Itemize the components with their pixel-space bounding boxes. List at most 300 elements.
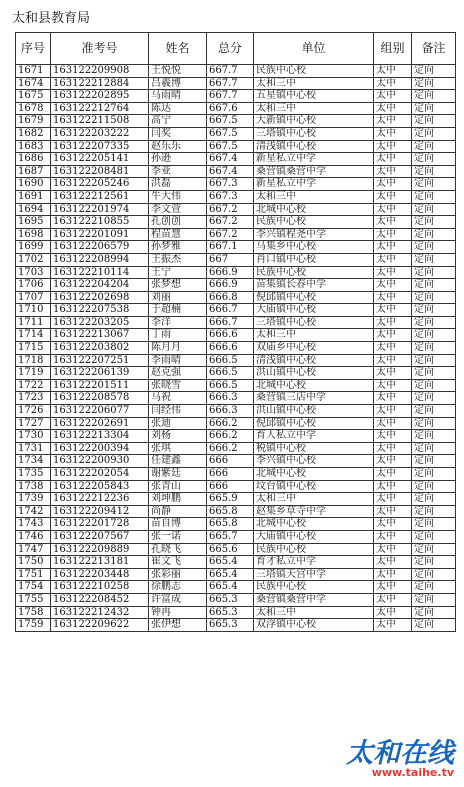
cell-exam-id: 163122201511 [51, 379, 149, 392]
cell-name: 谢紫廷 [149, 468, 207, 481]
cell-group: 太中 [374, 153, 412, 166]
cell-seq: 1675 [16, 90, 51, 103]
cell-unit: 肖口镇中心校 [254, 253, 374, 266]
cell-unit: 桑营镇桑营中学 [254, 593, 374, 606]
cell-exam-id: 163122212236 [51, 493, 149, 506]
cell-exam-id: 163122206579 [51, 241, 149, 254]
cell-exam-id: 163122207567 [51, 530, 149, 543]
cell-seq: 1742 [16, 505, 51, 518]
cell-unit: 新星私立中学 [254, 178, 374, 191]
cell-seq: 1755 [16, 593, 51, 606]
table-row [16, 291, 456, 304]
cell-group: 太中 [374, 518, 412, 531]
cell-note: 定向 [412, 619, 456, 632]
cell-note: 定向 [412, 455, 456, 468]
header-unit: 单位 [254, 33, 374, 65]
table-row [16, 329, 456, 342]
cell-name: 孙逊 [149, 153, 207, 166]
cell-exam-id: 163122200930 [51, 455, 149, 468]
table-row [16, 568, 456, 581]
header-exam-id: 准考号 [51, 33, 149, 65]
table-row [16, 354, 456, 367]
cell-unit: 三塔镇天宫中学 [254, 568, 374, 581]
cell-name: 张青山 [149, 480, 207, 493]
cell-note: 定向 [412, 556, 456, 569]
cell-exam-id: 163122203448 [51, 568, 149, 581]
cell-group: 太中 [374, 505, 412, 518]
table-row [16, 379, 456, 392]
watermark-logo [346, 740, 454, 779]
cell-note: 定向 [412, 253, 456, 266]
cell-name: 马祝 [149, 392, 207, 405]
cell-score: 667.4 [207, 165, 254, 178]
table-header [16, 33, 456, 65]
cell-unit: 育才私立中学 [254, 556, 374, 569]
cell-name: 张伊想 [149, 619, 207, 632]
cell-group: 太中 [374, 581, 412, 594]
cell-group: 太中 [374, 379, 412, 392]
cell-note: 定向 [412, 342, 456, 355]
cell-note: 定向 [412, 216, 456, 229]
cell-name: 于超楠 [149, 304, 207, 317]
cell-group: 太中 [374, 568, 412, 581]
table-row [16, 455, 456, 468]
cell-exam-id: 163122202691 [51, 417, 149, 430]
cell-unit: 三塔镇中心校 [254, 127, 374, 140]
cell-name: 赵克强 [149, 367, 207, 380]
cell-score: 667.2 [207, 228, 254, 241]
cell-name: 陈月月 [149, 342, 207, 355]
cell-unit: 李兴镇程尧中学 [254, 228, 374, 241]
cell-name: 孔晓飞 [149, 543, 207, 556]
cell-seq: 1719 [16, 367, 51, 380]
table-row [16, 619, 456, 632]
header-group: 组别 [374, 33, 412, 65]
cell-seq: 1723 [16, 392, 51, 405]
cell-seq: 1722 [16, 379, 51, 392]
cell-note: 定向 [412, 543, 456, 556]
cell-exam-id: 163122203802 [51, 342, 149, 355]
cell-note: 定向 [412, 505, 456, 518]
cell-exam-id: 163122208578 [51, 392, 149, 405]
table-row [16, 405, 456, 418]
cell-score: 666.7 [207, 316, 254, 329]
cell-note: 定向 [412, 480, 456, 493]
cell-name: 李文萱 [149, 203, 207, 216]
cell-name: 王宁 [149, 266, 207, 279]
cell-unit: 倪邱镇中心校 [254, 291, 374, 304]
cell-seq: 1751 [16, 568, 51, 581]
header-score: 总分 [207, 33, 254, 65]
cell-unit: 李兴镇中心校 [254, 455, 374, 468]
cell-exam-id: 163122209622 [51, 619, 149, 632]
cell-unit: 北城中心校 [254, 203, 374, 216]
cell-unit: 民族中心校 [254, 266, 374, 279]
cell-unit: 大新镇中心校 [254, 115, 374, 128]
cell-name: 张晓雪 [149, 379, 207, 392]
table-row [16, 342, 456, 355]
cell-group: 太中 [374, 65, 412, 78]
cell-unit: 太和三中 [254, 190, 374, 203]
cell-group: 太中 [374, 543, 412, 556]
cell-score: 665.7 [207, 530, 254, 543]
cell-seq: 1687 [16, 165, 51, 178]
cell-unit: 民族中心校 [254, 581, 374, 594]
table-row [16, 65, 456, 78]
cell-score: 665.8 [207, 505, 254, 518]
cell-score: 667.3 [207, 178, 254, 191]
cell-note: 定向 [412, 140, 456, 153]
cell-group: 太中 [374, 279, 412, 292]
cell-unit: 太和三中 [254, 102, 374, 115]
cell-group: 太中 [374, 140, 412, 153]
cell-name: 程苗慧 [149, 228, 207, 241]
cell-group: 太中 [374, 593, 412, 606]
cell-note: 定向 [412, 279, 456, 292]
cell-seq: 1734 [16, 455, 51, 468]
cell-exam-id: 163122212432 [51, 606, 149, 619]
cell-exam-id: 163122207538 [51, 304, 149, 317]
cell-note: 定向 [412, 178, 456, 191]
cell-note: 定向 [412, 468, 456, 481]
cell-unit: 洪山镇中心校 [254, 405, 374, 418]
cell-unit: 育人私立中学 [254, 430, 374, 443]
cell-note: 定向 [412, 90, 456, 103]
cell-seq: 1683 [16, 140, 51, 153]
cell-unit: 倪邱镇中心校 [254, 417, 374, 430]
cell-group: 太中 [374, 102, 412, 115]
table-row [16, 253, 456, 266]
cell-note: 定向 [412, 127, 456, 140]
table-row [16, 266, 456, 279]
cell-name: 刘杨 [149, 430, 207, 443]
cell-score: 665.9 [207, 493, 254, 506]
cell-seq: 1711 [16, 316, 51, 329]
cell-exam-id: 163122204204 [51, 279, 149, 292]
cell-name: 李洋 [149, 316, 207, 329]
cell-note: 定向 [412, 379, 456, 392]
cell-name: 吕羲博 [149, 77, 207, 90]
cell-name: 刘坤鹏 [149, 493, 207, 506]
table-row [16, 593, 456, 606]
cell-note: 定向 [412, 266, 456, 279]
cell-name: 钟冉 [149, 606, 207, 619]
cell-exam-id: 163122208994 [51, 253, 149, 266]
table-row [16, 392, 456, 405]
cell-exam-id: 163122201091 [51, 228, 149, 241]
cell-unit: 太和三中 [254, 493, 374, 506]
cell-unit: 太和三中 [254, 329, 374, 342]
table-row [16, 442, 456, 455]
table-row [16, 556, 456, 569]
cell-unit: 民族中心校 [254, 216, 374, 229]
cell-group: 太中 [374, 329, 412, 342]
table-row [16, 518, 456, 531]
cell-seq: 1726 [16, 405, 51, 418]
cell-unit: 五星镇中心校 [254, 90, 374, 103]
cell-group: 太中 [374, 90, 412, 103]
cell-note: 定向 [412, 153, 456, 166]
cell-name: 高宁 [149, 115, 207, 128]
cell-seq: 1671 [16, 65, 51, 78]
cell-exam-id: 163122213181 [51, 556, 149, 569]
cell-score: 666.7 [207, 304, 254, 317]
cell-name: 任建鑫 [149, 455, 207, 468]
cell-score: 666.5 [207, 367, 254, 380]
cell-group: 太中 [374, 241, 412, 254]
cell-group: 太中 [374, 216, 412, 229]
cell-group: 太中 [374, 430, 412, 443]
cell-group: 太中 [374, 606, 412, 619]
cell-name: 赵乐乐 [149, 140, 207, 153]
table-row [16, 203, 456, 216]
cell-unit: 太和三中 [254, 77, 374, 90]
cell-group: 太中 [374, 354, 412, 367]
cell-seq: 1759 [16, 619, 51, 632]
cell-exam-id: 163122212884 [51, 77, 149, 90]
table-row [16, 165, 456, 178]
cell-note: 定向 [412, 568, 456, 581]
cell-note: 定向 [412, 493, 456, 506]
cell-name: 张梦想 [149, 279, 207, 292]
cell-group: 太中 [374, 367, 412, 380]
table-row [16, 468, 456, 481]
header-row [16, 33, 456, 65]
cell-name: 马雨晴 [149, 90, 207, 103]
cell-group: 太中 [374, 165, 412, 178]
cell-seq: 1695 [16, 216, 51, 229]
cell-seq: 1699 [16, 241, 51, 254]
cell-note: 定向 [412, 530, 456, 543]
cell-exam-id: 163122210855 [51, 216, 149, 229]
cell-note: 定向 [412, 241, 456, 254]
cell-unit: 三塔镇中心校 [254, 316, 374, 329]
cell-name: 王悦悦 [149, 65, 207, 78]
cell-name: 尚静 [149, 505, 207, 518]
table-row [16, 480, 456, 493]
cell-group: 太中 [374, 342, 412, 355]
cell-score: 665.8 [207, 518, 254, 531]
cell-score: 667.7 [207, 90, 254, 103]
cell-unit: 桑营镇三店中学 [254, 392, 374, 405]
cell-seq: 1730 [16, 430, 51, 443]
cell-group: 太中 [374, 392, 412, 405]
cell-name: 张迪 [149, 417, 207, 430]
table-row [16, 241, 456, 254]
watermark-url: www.taihe.tv [371, 766, 454, 779]
table-row [16, 279, 456, 292]
cell-seq: 1691 [16, 190, 51, 203]
watermark-title: 太和在线 [346, 738, 454, 769]
cell-exam-id: 163122200394 [51, 442, 149, 455]
cell-score: 666.6 [207, 342, 254, 355]
cell-seq: 1714 [16, 329, 51, 342]
cell-unit: 双浮镇中心校 [254, 619, 374, 632]
cell-group: 太中 [374, 316, 412, 329]
cell-score: 667.3 [207, 190, 254, 203]
cell-seq: 1735 [16, 468, 51, 481]
cell-score: 667.2 [207, 203, 254, 216]
cell-group: 太中 [374, 468, 412, 481]
cell-exam-id: 163122210258 [51, 581, 149, 594]
cell-unit: 民族中心校 [254, 543, 374, 556]
cell-group: 太中 [374, 619, 412, 632]
cell-score: 666.8 [207, 291, 254, 304]
table-row [16, 190, 456, 203]
cell-group: 太中 [374, 253, 412, 266]
cell-score: 667.1 [207, 241, 254, 254]
cell-score: 665.6 [207, 543, 254, 556]
cell-name: 李亚 [149, 165, 207, 178]
cell-seq: 1731 [16, 442, 51, 455]
cell-exam-id: 163122205246 [51, 178, 149, 191]
cell-unit: 清浅镇中心校 [254, 354, 374, 367]
cell-exam-id: 163122209908 [51, 65, 149, 78]
cell-group: 太中 [374, 203, 412, 216]
header-seq: 序号 [16, 33, 51, 65]
cell-exam-id: 163122213067 [51, 329, 149, 342]
cell-name: 闫经伟 [149, 405, 207, 418]
cell-group: 太中 [374, 455, 412, 468]
cell-seq: 1674 [16, 77, 51, 90]
cell-score: 666.9 [207, 266, 254, 279]
cell-note: 定向 [412, 190, 456, 203]
cell-score: 665.4 [207, 581, 254, 594]
cell-note: 定向 [412, 203, 456, 216]
cell-exam-id: 163122203222 [51, 127, 149, 140]
cell-score: 665.3 [207, 619, 254, 632]
table-body [16, 65, 456, 632]
cell-unit: 坟台镇中心校 [254, 480, 374, 493]
cell-exam-id: 163122208481 [51, 165, 149, 178]
cell-seq: 1686 [16, 153, 51, 166]
cell-exam-id: 163122210114 [51, 266, 149, 279]
table-row [16, 417, 456, 430]
cell-seq: 1715 [16, 342, 51, 355]
table-row [16, 140, 456, 153]
cell-seq: 1698 [16, 228, 51, 241]
cell-group: 太中 [374, 304, 412, 317]
cell-group: 太中 [374, 493, 412, 506]
header-note: 备注 [412, 33, 456, 65]
cell-unit: 税镇中心校 [254, 442, 374, 455]
cell-name: 许富成 [149, 593, 207, 606]
cell-unit: 民族中心校 [254, 65, 374, 78]
table-row [16, 581, 456, 594]
cell-seq: 1679 [16, 115, 51, 128]
cell-exam-id: 163122207335 [51, 140, 149, 153]
cell-exam-id: 163122202895 [51, 90, 149, 103]
cell-group: 太中 [374, 178, 412, 191]
cell-score: 667.5 [207, 140, 254, 153]
cell-name: 牛大伟 [149, 190, 207, 203]
cell-score: 666.5 [207, 354, 254, 367]
cell-note: 定向 [412, 442, 456, 455]
cell-seq: 1738 [16, 480, 51, 493]
cell-score: 667.2 [207, 216, 254, 229]
cell-name: 苗自博 [149, 518, 207, 531]
cell-score: 667 [207, 253, 254, 266]
cell-seq: 1690 [16, 178, 51, 191]
cell-score: 667.5 [207, 127, 254, 140]
cell-unit: 清浅镇中心校 [254, 140, 374, 153]
cell-seq: 1750 [16, 556, 51, 569]
cell-exam-id: 163122207251 [51, 354, 149, 367]
cell-exam-id: 163122205843 [51, 480, 149, 493]
cell-note: 定向 [412, 367, 456, 380]
cell-score: 665.4 [207, 568, 254, 581]
cell-score: 666 [207, 455, 254, 468]
cell-exam-id: 163122213304 [51, 430, 149, 443]
cell-note: 定向 [412, 518, 456, 531]
cell-exam-id: 163122202054 [51, 468, 149, 481]
table-row [16, 77, 456, 90]
cell-seq: 1743 [16, 518, 51, 531]
cell-name: 张彩丽 [149, 568, 207, 581]
cell-note: 定向 [412, 593, 456, 606]
cell-group: 太中 [374, 115, 412, 128]
cell-note: 定向 [412, 405, 456, 418]
table-row [16, 316, 456, 329]
cell-group: 太中 [374, 442, 412, 455]
cell-note: 定向 [412, 606, 456, 619]
cell-name: 孔创创 [149, 216, 207, 229]
cell-seq: 1746 [16, 530, 51, 543]
cell-exam-id: 163122201728 [51, 518, 149, 531]
cell-seq: 1710 [16, 304, 51, 317]
cell-score: 666 [207, 468, 254, 481]
cell-group: 太中 [374, 417, 412, 430]
table-row [16, 493, 456, 506]
cell-group: 太中 [374, 77, 412, 90]
cell-name: 闫奖 [149, 127, 207, 140]
cell-seq: 1747 [16, 543, 51, 556]
cell-unit: 新星私立中学 [254, 153, 374, 166]
cell-name: 张一诺 [149, 530, 207, 543]
table-row [16, 543, 456, 556]
table-row [16, 178, 456, 191]
cell-seq: 1706 [16, 279, 51, 292]
header-name: 姓名 [149, 33, 207, 65]
table-row [16, 115, 456, 128]
cell-score: 666 [207, 480, 254, 493]
cell-name: 徐鹏志 [149, 581, 207, 594]
cell-score: 666.2 [207, 442, 254, 455]
cell-exam-id: 163122212561 [51, 190, 149, 203]
cell-group: 太中 [374, 291, 412, 304]
cell-unit: 马集乡中心校 [254, 241, 374, 254]
cell-exam-id: 163122212764 [51, 102, 149, 115]
cell-note: 定向 [412, 115, 456, 128]
cell-exam-id: 163122211508 [51, 115, 149, 128]
cell-exam-id: 163122205141 [51, 153, 149, 166]
cell-unit: 苗集镇长春中学 [254, 279, 374, 292]
cell-note: 定向 [412, 77, 456, 90]
cell-group: 太中 [374, 556, 412, 569]
table-row [16, 228, 456, 241]
cell-note: 定向 [412, 417, 456, 430]
cell-exam-id: 163122208452 [51, 593, 149, 606]
cell-seq: 1727 [16, 417, 51, 430]
cell-note: 定向 [412, 304, 456, 317]
cell-exam-id: 163122203205 [51, 316, 149, 329]
cell-note: 定向 [412, 329, 456, 342]
table-row [16, 127, 456, 140]
cell-unit: 大庙镇中心校 [254, 530, 374, 543]
cell-seq: 1758 [16, 606, 51, 619]
cell-seq: 1702 [16, 253, 51, 266]
cell-note: 定向 [412, 102, 456, 115]
